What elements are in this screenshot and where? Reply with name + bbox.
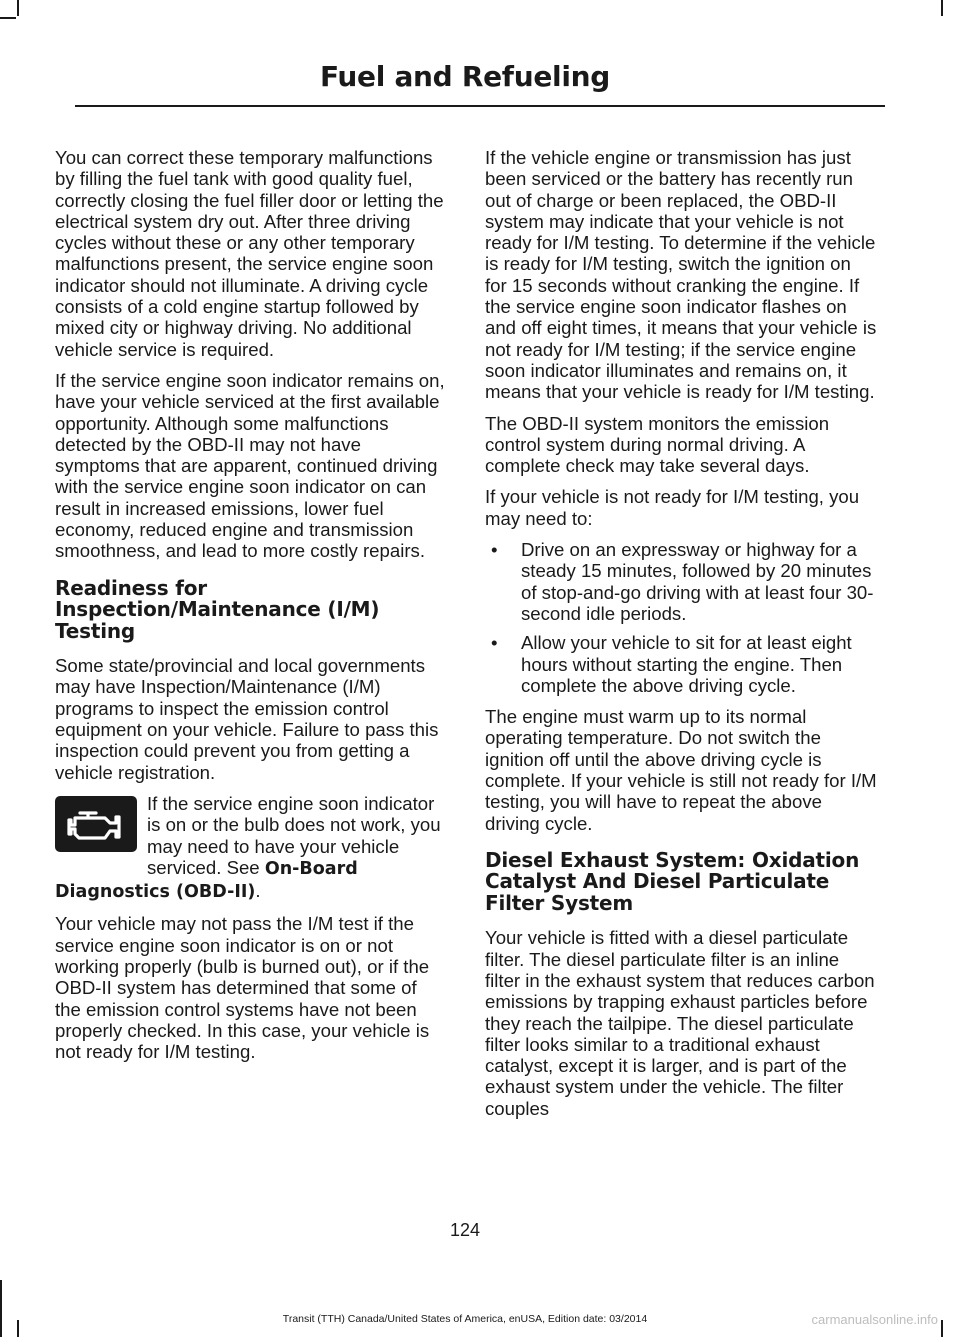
paragraph: If the service engine soon indicator remains on, have your vehicle serviced at the first available opportunity. Although some malfunctions detected by the OBD-II may not have symptoms that are apparent, continued driving with the service engine soon indicator on can result in increased emissions, lower fuel economy, reduced engine and transmission smoothness, and lead to more costly repairs. xyxy=(55,369,445,562)
paragraph: If your vehicle is not ready for I/M testing, you may need to: xyxy=(485,486,860,529)
check-engine-icon xyxy=(55,796,137,852)
paragraph: The OBD-II system monitors the emission control system during normal driving. A complete check may take several days. xyxy=(485,412,830,477)
crop-mark-top-left-h xyxy=(0,17,16,19)
paragraph: If the vehicle engine or transmission has just been serviced or the battery has recently run out of charge or been replaced, the OBD-II system may indicate that your vehicle is not ready for I/M testing. To determine if the vehicle is ready for I/M testing, switch the ignition on for 15 seconds without cranking the engine. If the service engine soon indicator flashes on and off eight times, it means that your vehicle is not ready for I/M testing; if the service engine soon indicator illuminates and remains on, it means that your vehicle is ready for I/M testing. xyxy=(485,147,877,403)
paragraph: Your vehicle is fitted with a diesel particulate filter. The diesel particulate filter is an inline filter in the exhaust system that reduces carbon emissions by trapping exhaust particles before they reach the tailpipe. The diesel particulate filter looks similar to a traditional exhaust catalyst, except it is larger, and is part of the exhaust system under the vehicle. The filter couples xyxy=(485,927,875,1119)
header-rule xyxy=(75,105,885,107)
paragraph: You can correct these temporary malfunctions by filling the fuel tank with good quality fuel, correctly closing the fuel filler door or letting the electrical system dry out. After three driving cycles without these or any other temporary malfunctions present, the service engine soon indicator should not illuminate. A driving cycle consists of a cold engine startup followed by mixed city or highway driving. No additional vehicle service is required. xyxy=(55,147,444,360)
right-column xyxy=(485,147,877,1129)
crop-mark-bottom-left-h xyxy=(0,1280,2,1337)
watermark: carmanualsonline.info xyxy=(811,1312,938,1327)
page-header-title: Fuel and Refueling xyxy=(319,60,610,93)
icon-paragraph-tail: . xyxy=(255,880,261,902)
bullet-glyph: • xyxy=(491,632,498,654)
page-number: 124 xyxy=(449,1220,481,1240)
left-column xyxy=(55,147,447,1072)
icon-paragraph xyxy=(55,793,447,903)
crop-mark-top-left xyxy=(17,0,19,16)
paragraph: Your vehicle may not pass the I/M test if the service engine soon indicator is on or not working properly (bulb is burned out), or if the OBD-II system has determined that some of the emission control systems have not been properly checked. In this case, your vehicle is not ready for I/M testing. xyxy=(55,913,430,1063)
section-heading-readiness: Readiness for Inspection/Maintenance (I/M) Testing xyxy=(55,575,380,643)
bullet-glyph: • xyxy=(491,539,498,561)
section-heading-diesel-exhaust: Diesel Exhaust System: Oxidation Catalyst And Diesel Particulate Filter System xyxy=(485,847,860,915)
list-item: • Drive on an expressway or highway for a steady 15 minutes, followed by 20 minutes of stop-and-go driving with at least four 30-second idle periods. xyxy=(491,539,874,624)
paragraph: The engine must warm up to its normal operating temperature. Do not switch the ignition off until the above driving cycle is complete. If your vehicle is still not ready for I/M testing, you will have to repeat the above driving cycle. xyxy=(485,706,877,834)
footer-edition: Transit (TTH) Canada/United States of America, enUSA, Edition date: 03/2014 xyxy=(282,1313,648,1325)
bullet-list xyxy=(485,539,877,696)
crop-mark-top-right xyxy=(941,0,943,16)
icon-paragraph-text: If the service engine soon indicator is on or the bulb does not work, you may need to have your vehicle serviced. See xyxy=(147,792,441,878)
crop-mark-bottom-right xyxy=(941,1320,943,1337)
list-item: • Allow your vehicle to sit for at least eight hours without starting the engine. Then complete the above driving cycle. xyxy=(491,632,852,696)
cross-reference-link[interactable]: On-Board Diagnostics (OBD-II) xyxy=(55,858,358,903)
paragraph: Some state/provincial and local governments may have Inspection/Maintenance (I/M) programs to inspect the emission control equipment on your vehicle. Failure to pass this inspection could prevent you from getting a vehicle registration. xyxy=(55,655,439,783)
